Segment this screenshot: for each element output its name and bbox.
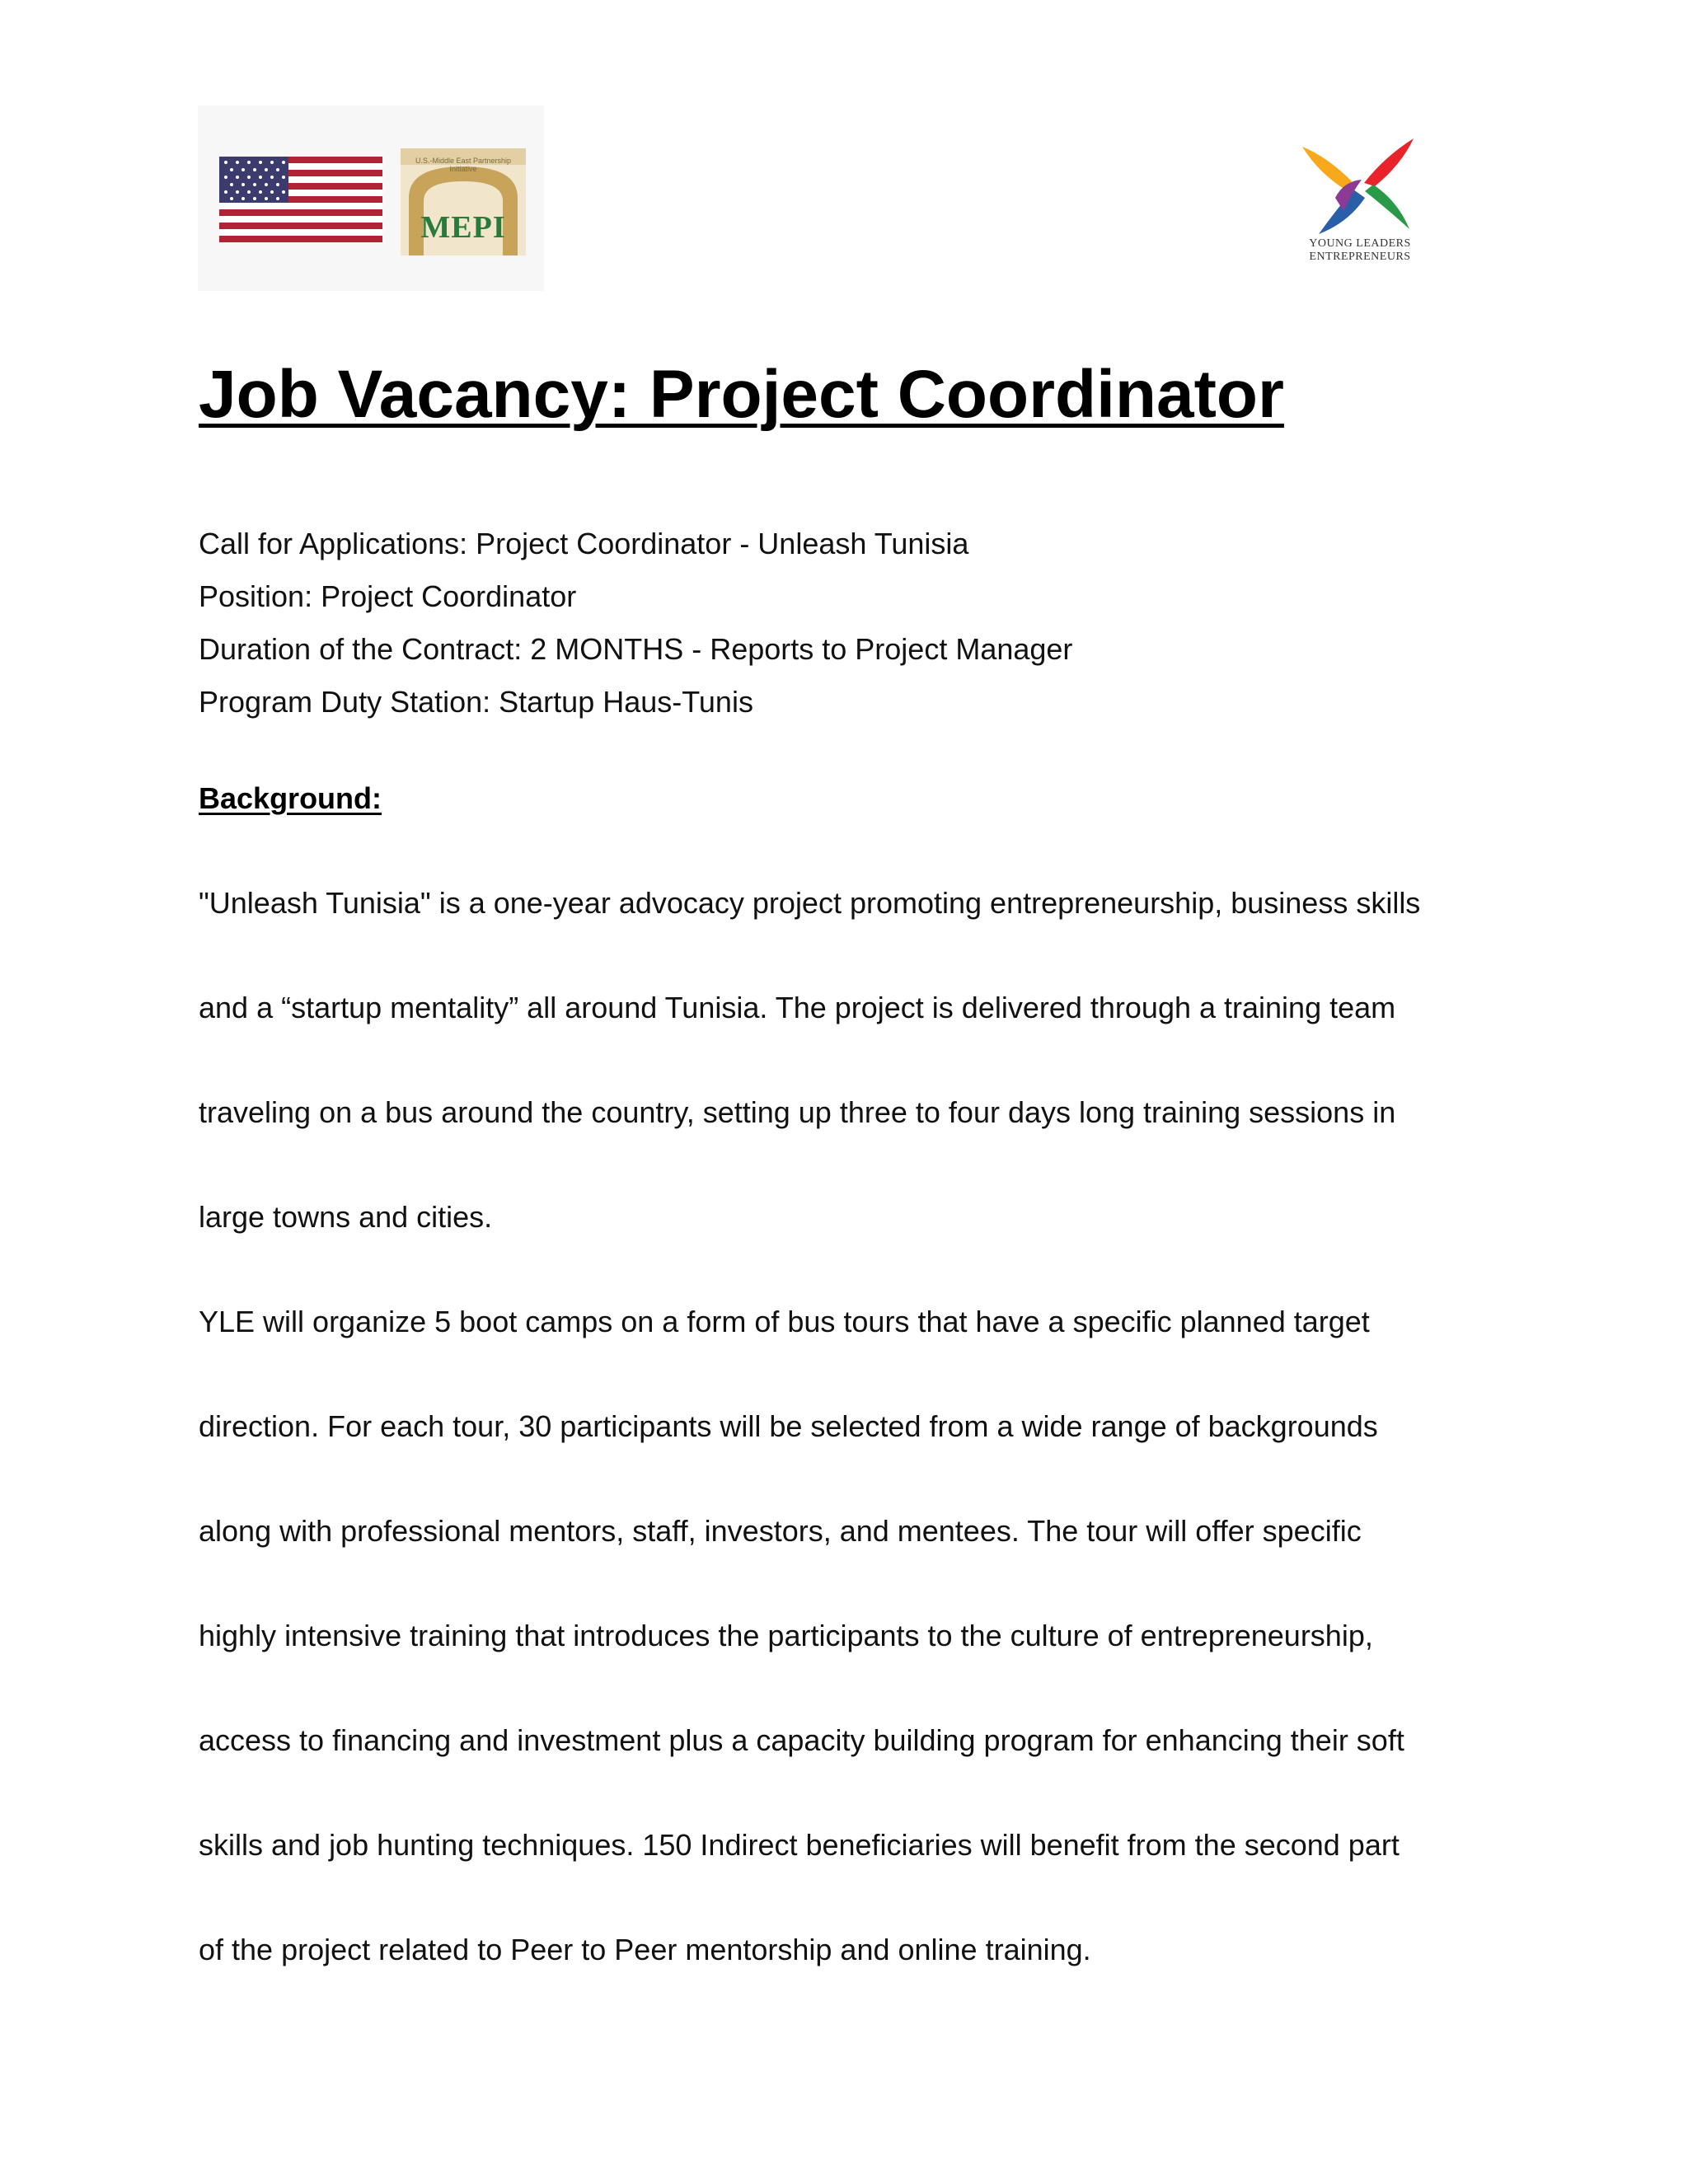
text-line: skills and job hunting techniques. 150 Indirect beneficiaries will benefit from the second part <box>199 1828 1400 1862</box>
contract-duration-line: Duration of the Contract: 2 MONTHS - Reports to Project Manager <box>199 632 1073 666</box>
yle-line-1: YOUNG LEADERS <box>1309 237 1411 250</box>
text-line: "Unleash Tunisia" is a one-year advocacy project promoting entrepreneurship, business skills <box>199 886 1421 920</box>
text-line: access to financing and investment plus a capacity building program for enhancing their soft <box>199 1723 1404 1757</box>
mepi-logo <box>401 148 526 255</box>
background-paragraphs <box>199 877 1550 2028</box>
text-line: large towns and cities. <box>199 1200 493 1234</box>
call-for-applications: Call for Applications: Project Coordinator - Unleash Tunisia <box>199 527 969 560</box>
yle-pinwheel-icon <box>1286 132 1426 239</box>
position-line: Position: Project Coordinator <box>199 579 577 613</box>
job-info <box>199 518 1517 729</box>
us-flag-icon <box>219 157 382 242</box>
text-line: along with professional mentors, staff, investors, and mentees. The tour will offer specific <box>199 1514 1362 1548</box>
text-line: and a “startup mentality” all around Tunisia. The project is delivered through a training team <box>199 991 1396 1024</box>
text-line: YLE will organize 5 boot camps on a form of bus tours that have a specific planned target <box>199 1305 1370 1338</box>
text-line: direction. For each tour, 30 participants will be selected from a wide range of backgrounds <box>199 1409 1378 1443</box>
page-title: Job Vacancy: Project Coordinator <box>199 357 1284 432</box>
duty-station-line: Program Duty Station: Startup Haus-Tunis <box>199 685 753 719</box>
yle-wordmark <box>1278 237 1442 264</box>
mepi-wordmark: MEPI <box>420 210 506 245</box>
mepi-subtext: U.S.-Middle East Partnership Initiative <box>415 157 512 173</box>
text-line: highly intensive training that introduces the participants to the culture of entrepreneurship, <box>199 1619 1373 1652</box>
yle-line-2: ENTREPRENEURS <box>1309 251 1411 263</box>
background-heading: Background: <box>199 781 382 815</box>
partner-logos <box>198 105 544 291</box>
text-line: traveling on a bus around the country, setting up three to four days long training sessions in <box>199 1095 1396 1129</box>
yle-logo <box>1278 132 1442 280</box>
text-line: of the project related to Peer to Peer mentorship and online training. <box>199 1933 1091 1966</box>
